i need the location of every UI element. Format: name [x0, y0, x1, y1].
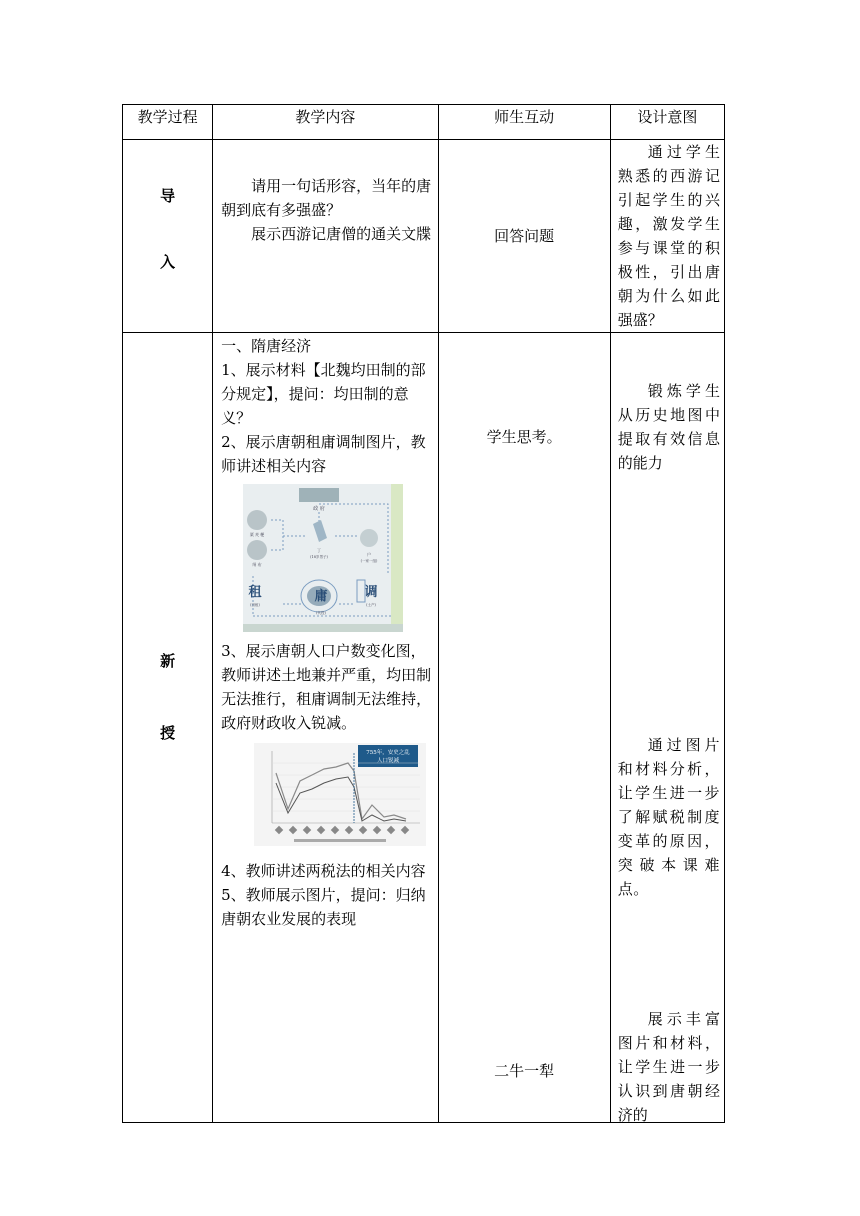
intro-stage-char1: 导	[160, 187, 176, 205]
intro-intent-cell	[610, 140, 724, 333]
new-content-cell	[213, 333, 438, 1123]
diagram-yong: 庸	[314, 589, 328, 604]
new-intent2: 通过图片和材料分析，让学生进一步了解赋税制度变革的原因，突破本课难点。	[617, 736, 720, 898]
diagram-right-sub: (一家一组)	[360, 559, 378, 563]
new-interaction2: 二牛一犁	[494, 1062, 555, 1080]
intro-content-line2: 展示西游记唐僧的通关文牒	[251, 225, 432, 243]
population-chart-image	[254, 743, 426, 846]
chart-box-line1: 755年，安史之乱	[366, 750, 410, 756]
diagram-yong-sub: (代役)	[316, 611, 327, 615]
new-interaction-cell	[438, 333, 610, 1123]
new-intent1: 锻炼学生从历史地图中提取有效信息的能力	[617, 382, 720, 472]
new-interaction1: 学生思考。	[486, 428, 562, 446]
new-intent-cell	[610, 333, 724, 1123]
diagram-left-label1: 粟 麦 粳	[249, 532, 265, 537]
new-stage-char2: 授	[160, 724, 176, 742]
new-row	[123, 333, 725, 1123]
lesson-plan-table	[122, 104, 725, 1123]
intro-interaction-cell	[438, 140, 610, 333]
table-header-row	[123, 105, 725, 140]
new-heading: 一、隋唐经济	[221, 337, 312, 355]
intro-content-cell	[213, 140, 438, 333]
new-item2: 2、展示唐朝租庸调制图片，教师讲述相关内容	[221, 433, 426, 475]
header-intent: 设计意图	[610, 105, 724, 140]
new-item4: 4、教师讲述两税法的相关内容	[221, 862, 426, 880]
header-process: 教学过程	[123, 105, 213, 140]
diagram-left-label2: 绢 布	[252, 562, 262, 567]
diagram-center-label: 丁	[317, 548, 322, 553]
header-content: 教学内容	[213, 105, 438, 140]
new-intent3: 展示丰富图片和材料，让学生进一步认识到唐朝经济的	[617, 1010, 720, 1124]
diagram-center-sub: (18岁男子)	[310, 555, 328, 559]
new-stage-char1: 新	[160, 652, 176, 670]
intro-stage-char2: 入	[160, 253, 176, 271]
intro-stage-cell	[123, 140, 213, 333]
header-interaction: 师生互动	[438, 105, 610, 140]
diagram-diao: 调	[364, 585, 378, 600]
new-item5: 5、教师展示图片，提问：归纳唐朝农业发展的表现	[221, 886, 426, 928]
intro-content-line1: 请用一句话形容，当年的唐朝到底有多强盛？	[221, 177, 432, 219]
diagram-right-label: 户	[367, 552, 372, 557]
new-item1: 1、展示材料【北魏均田制的部分规定】，提问：均田制的意义？	[221, 361, 426, 427]
intro-row	[123, 140, 725, 333]
diagram-top-label: 政 府	[313, 506, 325, 512]
diagram-diao-sub: (土产)	[366, 603, 377, 607]
new-item3: 3、展示唐朝人口户数变化图，教师讲述土地兼并严重，均田制无法推行，租庸调制无法维持，政府财政收入锐减。	[221, 642, 432, 732]
new-stage-cell	[123, 333, 213, 1123]
diagram-zu-sub: (田租)	[250, 603, 261, 607]
diagram-zu: 租	[248, 585, 262, 600]
intro-intent: 通过学生熟悉的西游记引起学生的兴趣，激发学生参与课堂的积极性，引出唐朝为什么如此强盛？	[617, 143, 720, 329]
chart-box-line2: 人口锐减	[377, 758, 400, 764]
zuyongdiao-diagram	[243, 484, 403, 632]
intro-interaction: 回答问题	[494, 227, 555, 245]
